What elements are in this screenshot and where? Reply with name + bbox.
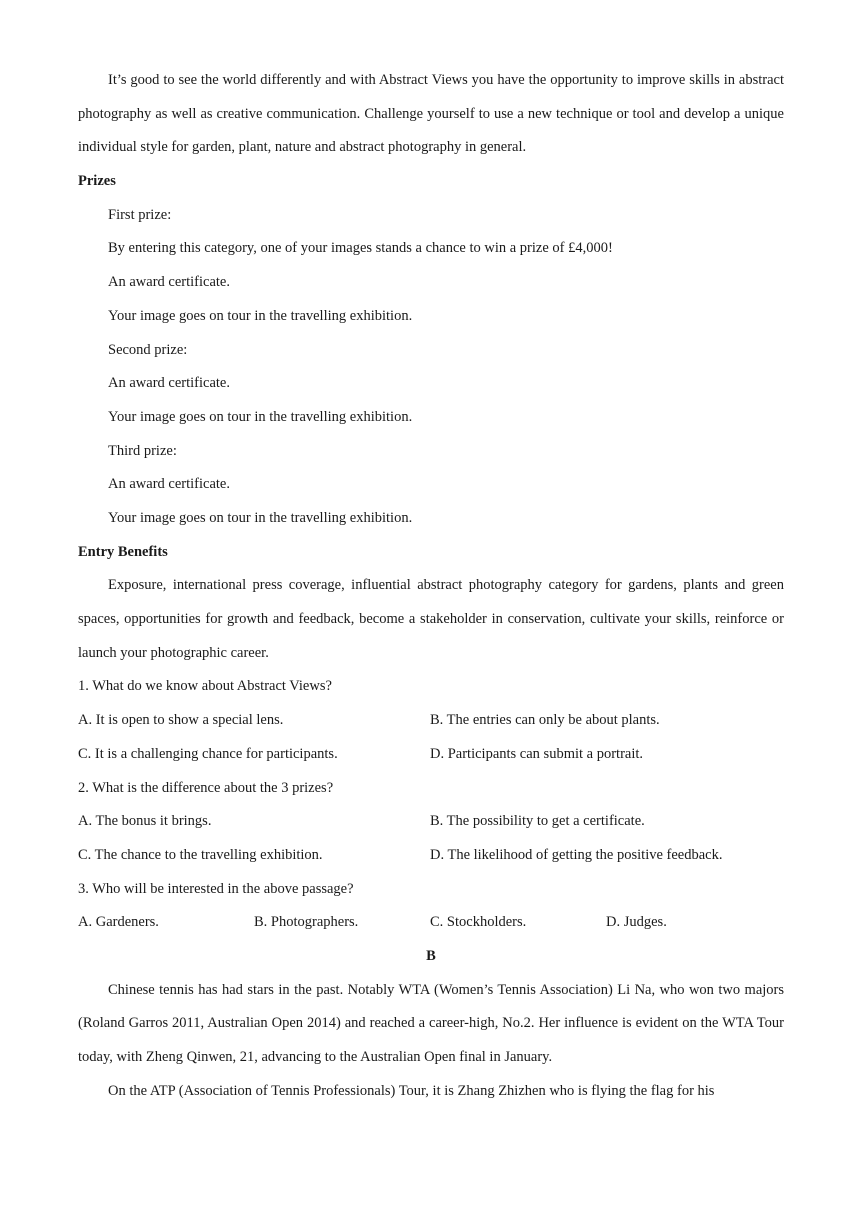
options-row <box>78 906 784 940</box>
options-row <box>78 738 784 772</box>
question-2: 2. What is the difference about the 3 prizes? <box>78 779 334 796</box>
option-c: C. It is a challenging chance for participants. <box>78 745 338 762</box>
option-d: D. The likelihood of getting the positive feedback. <box>430 846 723 863</box>
prize-line: An award certificate. <box>108 476 230 493</box>
option-b: B. The entries can only be about plants. <box>430 712 660 729</box>
benefits-paragraph: Exposure, international press coverage, influential abstract photography category for gardens, plants and green spaces, opportunities for growth and feedback, become a stakeholder in conservation, cultivate your skills, reinforce or launch your photographic career. <box>78 577 784 661</box>
option-b: B. The possibility to get a certificate. <box>430 813 645 830</box>
prize-line: Second prize: <box>108 341 188 358</box>
prize-line: First prize: <box>108 206 172 223</box>
option-c: C. The chance to the travelling exhibition. <box>78 846 323 863</box>
option-d: D. Participants can submit a portrait. <box>430 745 644 762</box>
section-b-heading: B <box>426 947 436 964</box>
section-b-paragraph-2: On the ATP (Association of Tennis Professionals) Tour, it is Zhang Zhizhen who is flying the flag for his <box>108 1082 715 1099</box>
option-a: A. The bonus it brings. <box>78 813 212 830</box>
section-b-paragraph-1: Chinese tennis has had stars in the past. Notably WTA (Women’s Tennis Association) Li Na, who won two majors (Roland Garros 2011, Australian Open 2014) and reached a career-high, No.2. Her influence is evident on the WTA Tour today, with Zheng Qinwen, 21, advancing to the Australian Open final in January. <box>78 981 784 1066</box>
prize-line: Your image goes on tour in the travelling exhibition. <box>108 408 413 425</box>
prize-line: Your image goes on tour in the travelling exhibition. <box>108 509 413 526</box>
option-a: A. Gardeners. <box>78 914 159 931</box>
document-page <box>78 64 784 1108</box>
question-3: 3. Who will be interested in the above passage? <box>78 880 354 897</box>
prizes-heading: Prizes <box>78 173 116 190</box>
options-row <box>78 839 784 873</box>
prize-line: By entering this category, one of your images stands a chance to win a prize of £4,000! <box>108 240 613 257</box>
question-1: 1. What do we know about Abstract Views? <box>78 678 332 695</box>
intro-paragraph: It’s good to see the world differently and with Abstract Views you have the opportunity to improve skills in abstract photography as well as creative communication. Challenge yourself to use a new technique or tool and develop a unique individual style for garden, plant, nature and abstract photography in general. <box>78 72 784 156</box>
benefits-heading: Entry Benefits <box>78 543 168 560</box>
prize-line: An award certificate. <box>108 274 230 291</box>
option-c: C. Stockholders. <box>430 914 527 931</box>
options-row <box>78 704 784 738</box>
option-a: A. It is open to show a special lens. <box>78 712 284 729</box>
prize-line: Third prize: <box>108 442 177 459</box>
prize-line: Your image goes on tour in the travelling exhibition. <box>108 307 413 324</box>
option-d: D. Judges. <box>606 914 667 931</box>
options-row <box>78 805 784 839</box>
option-b: B. Photographers. <box>254 914 359 931</box>
prize-line: An award certificate. <box>108 375 230 392</box>
